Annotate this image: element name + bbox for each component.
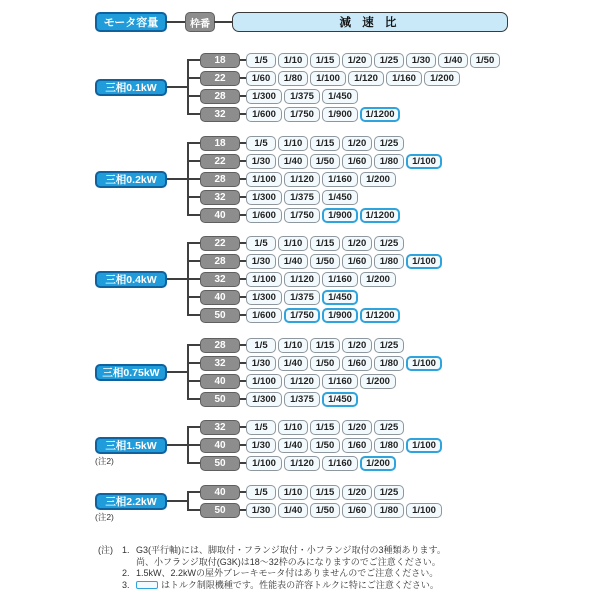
ratio-box: 1/80 <box>374 154 404 169</box>
ratio-box: 1/40 <box>278 503 308 518</box>
frame-box: 50 <box>200 456 240 471</box>
frame-box: 18 <box>200 136 240 151</box>
ratio-box: 1/80 <box>374 356 404 371</box>
frame-box: 40 <box>200 208 240 223</box>
motor-label: 三相0.1kW <box>95 79 167 96</box>
ratio-box: 1/25 <box>374 485 404 500</box>
connector-line <box>187 314 200 316</box>
connector-line <box>187 77 200 79</box>
connector-line <box>167 86 189 88</box>
connector-line <box>187 444 200 446</box>
ratio-box: 1/10 <box>278 136 308 151</box>
ratio-box: 1/10 <box>278 338 308 353</box>
connector-line <box>187 95 200 97</box>
ratio-box: 1/30 <box>246 356 276 371</box>
ratio-box: 1/30 <box>246 438 276 453</box>
motor-label: 三相0.4kW <box>95 271 167 288</box>
ratio-row <box>246 272 396 287</box>
ratio-box: 1/30 <box>246 503 276 518</box>
note-text: 1.5kW、2.2kWの屋外ブレーキモータ付はありませんのでご注意ください。 <box>136 568 439 578</box>
frame-box: 40 <box>200 438 240 453</box>
ratio-box: 1/30 <box>246 254 276 269</box>
ratio-box: 1/160 <box>322 272 358 287</box>
ratio-box: 1/50 <box>310 254 340 269</box>
connector-line <box>187 509 200 511</box>
motor-label: 三相2.2kW <box>95 493 167 510</box>
ratio-box: 1/160 <box>322 172 358 187</box>
motor-group <box>0 418 600 472</box>
ratio-box: 1/40 <box>278 154 308 169</box>
ratio-box: 1/25 <box>374 236 404 251</box>
frame-box: 22 <box>200 236 240 251</box>
ratio-box: 1/80 <box>374 503 404 518</box>
ratio-box: 1/100 <box>406 503 442 518</box>
ratio-box: 1/50 <box>470 53 500 68</box>
ratio-box: 1/750 <box>284 208 320 223</box>
ratio-box: 1/30 <box>246 154 276 169</box>
ratio-box-torque-limited: 1/100 <box>406 254 442 269</box>
ratio-row <box>246 172 396 187</box>
ratio-box: 1/50 <box>310 503 340 518</box>
ratio-box: 1/10 <box>278 420 308 435</box>
ratio-box: 1/200 <box>424 71 460 86</box>
frame-box: 28 <box>200 89 240 104</box>
ratio-box: 1/40 <box>278 254 308 269</box>
connector-line <box>187 160 200 162</box>
motor-capacity-header: モータ容量 <box>95 12 167 32</box>
ratio-box: 1/25 <box>374 420 404 435</box>
connector-line <box>187 491 200 493</box>
connector-line <box>187 242 200 244</box>
ratio-box: 1/60 <box>246 71 276 86</box>
ratio-box: 1/50 <box>310 356 340 371</box>
ratio-row <box>246 420 404 435</box>
ratio-box-torque-limited: 1/900 <box>322 308 358 323</box>
ratio-box: 1/375 <box>284 392 320 407</box>
motor-group <box>0 336 600 408</box>
ratio-box: 1/25 <box>374 136 404 151</box>
frame-box: 32 <box>200 420 240 435</box>
ratio-box: 1/600 <box>246 308 282 323</box>
frame-box: 32 <box>200 356 240 371</box>
frame-number-header: 枠番 <box>185 12 215 32</box>
motor-label: 三相0.75kW <box>95 364 167 381</box>
ratio-box: 1/20 <box>342 420 372 435</box>
ratio-box-torque-limited: 1/1200 <box>360 308 400 323</box>
note-line <box>98 580 558 592</box>
motor-label: 三相0.2kW <box>95 171 167 188</box>
frame-box: 28 <box>200 254 240 269</box>
frame-box: 40 <box>200 485 240 500</box>
ratio-box: 1/15 <box>310 136 340 151</box>
footnotes <box>98 545 558 591</box>
frame-box: 50 <box>200 503 240 518</box>
ratio-box: 1/120 <box>284 272 320 287</box>
motor-label-note: (注2) <box>95 455 114 466</box>
ratio-box: 1/60 <box>342 154 372 169</box>
frame-box: 22 <box>200 154 240 169</box>
ratio-row <box>246 208 400 223</box>
ratio-box: 1/100 <box>246 172 282 187</box>
ratio-box: 1/750 <box>284 107 320 122</box>
ratio-box: 1/10 <box>278 485 308 500</box>
motor-group <box>0 134 600 224</box>
motor-group <box>0 51 600 123</box>
ratio-box: 1/200 <box>360 374 396 389</box>
ratio-box: 1/60 <box>342 438 372 453</box>
connector-line <box>187 178 200 180</box>
frame-box: 40 <box>200 374 240 389</box>
ratio-box-torque-limited: 1/100 <box>406 356 442 371</box>
ratio-box-torque-limited: 1/750 <box>284 308 320 323</box>
ratio-box-torque-limited: 1/100 <box>406 438 442 453</box>
ratio-box: 1/60 <box>342 254 372 269</box>
ratio-box: 1/5 <box>246 338 276 353</box>
connector-line <box>187 344 200 346</box>
connector-line <box>187 113 200 115</box>
ratio-box: 1/450 <box>322 190 358 205</box>
frame-box: 50 <box>200 392 240 407</box>
ratio-box: 1/20 <box>342 485 372 500</box>
ratio-box: 1/20 <box>342 136 372 151</box>
ratio-box: 1/100 <box>246 456 282 471</box>
ratio-box: 1/200 <box>360 272 396 287</box>
ratio-box: 1/50 <box>310 154 340 169</box>
connector-line <box>187 362 200 364</box>
ratio-box: 1/25 <box>374 53 404 68</box>
ratio-row <box>246 71 460 86</box>
ratio-box: 1/375 <box>284 89 320 104</box>
ratio-box: 1/300 <box>246 392 282 407</box>
connector-line <box>167 500 189 502</box>
connector-line <box>187 142 200 144</box>
ratio-box: 1/20 <box>342 338 372 353</box>
ratio-box: 1/100 <box>246 374 282 389</box>
ratio-row <box>246 136 404 151</box>
ratio-box: 1/600 <box>246 208 282 223</box>
ratio-box: 1/60 <box>342 356 372 371</box>
ratio-box: 1/15 <box>310 485 340 500</box>
ratio-row <box>246 290 358 305</box>
ratio-box: 1/200 <box>360 172 396 187</box>
ratio-box: 1/40 <box>278 356 308 371</box>
motor-group <box>0 234 600 324</box>
ratio-box: 1/15 <box>310 236 340 251</box>
note-number: 1. <box>122 545 130 555</box>
frame-box: 32 <box>200 272 240 287</box>
ratio-box-torque-limited: 1/100 <box>406 154 442 169</box>
note-text: G3(平行軸)には、脚取付・フランジ取付・小フランジ取付の3種類あります。 <box>136 545 446 555</box>
frame-box: 40 <box>200 290 240 305</box>
ratio-box: 1/10 <box>278 236 308 251</box>
ratio-row <box>246 236 404 251</box>
note-line <box>98 545 558 557</box>
ratio-box: 1/10 <box>278 53 308 68</box>
ratio-box: 1/120 <box>284 456 320 471</box>
ratio-box: 1/120 <box>284 374 320 389</box>
ratio-row <box>246 154 442 169</box>
ratio-row <box>246 254 442 269</box>
ratio-box: 1/100 <box>246 272 282 287</box>
trunk-line <box>187 491 189 511</box>
ratio-row <box>246 392 358 407</box>
ratio-row <box>246 503 442 518</box>
ratio-box-torque-limited: 1/200 <box>360 456 396 471</box>
ratio-box-torque-limited: 1/1200 <box>360 208 400 223</box>
ratio-box: 1/300 <box>246 290 282 305</box>
ratio-box: 1/450 <box>322 89 358 104</box>
ratio-row <box>246 89 358 104</box>
ratio-box: 1/375 <box>284 290 320 305</box>
motor-label-note: (注2) <box>95 511 114 522</box>
frame-box: 18 <box>200 53 240 68</box>
connector-line <box>187 278 200 280</box>
ratio-row <box>246 107 400 122</box>
connector-line <box>187 462 200 464</box>
ratio-box: 1/5 <box>246 236 276 251</box>
ratio-box: 1/80 <box>374 254 404 269</box>
frame-box: 28 <box>200 338 240 353</box>
note-number: 3. <box>122 579 130 590</box>
ratio-box: 1/80 <box>278 71 308 86</box>
ratio-box: 1/5 <box>246 485 276 500</box>
note-prefix: (注) <box>98 545 113 555</box>
ratio-box: 1/120 <box>348 71 384 86</box>
ratio-box: 1/50 <box>310 438 340 453</box>
connector-line <box>166 21 186 23</box>
ratio-box: 1/20 <box>342 236 372 251</box>
frame-box: 32 <box>200 190 240 205</box>
ratio-box: 1/40 <box>278 438 308 453</box>
ratio-box: 1/5 <box>246 420 276 435</box>
ratio-box: 1/5 <box>246 136 276 151</box>
ratio-box: 1/80 <box>374 438 404 453</box>
connector-line <box>167 278 189 280</box>
ratio-row <box>246 338 404 353</box>
frame-box: 28 <box>200 172 240 187</box>
note-text: はトルク制限機種です。性能表の許容トルクに特にご注意ください。 <box>136 580 558 592</box>
ratio-box: 1/15 <box>310 53 340 68</box>
ratio-row <box>246 438 442 453</box>
ratio-box: 1/25 <box>374 338 404 353</box>
connector-line <box>187 398 200 400</box>
connector-line <box>187 59 200 61</box>
connector-line <box>187 196 200 198</box>
note-line <box>98 568 558 580</box>
connector-line <box>187 260 200 262</box>
connector-line <box>167 178 189 180</box>
ratio-box: 1/20 <box>342 53 372 68</box>
ratio-box: 1/40 <box>438 53 468 68</box>
connector-line <box>167 371 189 373</box>
note-text: 尚、小フランジ取付(G3K)は18～32枠のみになりますのでご注意ください。 <box>136 556 441 567</box>
ratio-box: 1/300 <box>246 89 282 104</box>
frame-box: 50 <box>200 308 240 323</box>
motor-label: 三相1.5kW <box>95 437 167 454</box>
ratio-row <box>246 374 396 389</box>
ratio-box: 1/15 <box>310 420 340 435</box>
ratio-box: 1/5 <box>246 53 276 68</box>
ratio-box: 1/300 <box>246 190 282 205</box>
ratio-box: 1/120 <box>284 172 320 187</box>
ratio-box: 1/900 <box>322 107 358 122</box>
connector-line <box>187 426 200 428</box>
ratio-row <box>246 456 396 471</box>
ratio-box-torque-limited: 1/1200 <box>360 107 400 122</box>
ratio-row <box>246 190 358 205</box>
ratio-row <box>246 485 404 500</box>
torque-limited-sample-box <box>136 581 158 589</box>
connector-line <box>187 380 200 382</box>
trunk-line <box>187 344 189 400</box>
ratio-box: 1/160 <box>322 374 358 389</box>
ratio-box-torque-limited: 1/900 <box>322 208 358 223</box>
connector-line <box>167 444 189 446</box>
ratio-box-torque-limited: 1/450 <box>322 392 358 407</box>
ratio-box: 1/30 <box>406 53 436 68</box>
ratio-box: 1/15 <box>310 338 340 353</box>
ratio-box: 1/160 <box>322 456 358 471</box>
ratio-box: 1/375 <box>284 190 320 205</box>
connector-line <box>214 21 233 23</box>
frame-box: 32 <box>200 107 240 122</box>
motor-group <box>0 483 600 522</box>
ratio-row <box>246 308 400 323</box>
ratio-box: 1/160 <box>386 71 422 86</box>
ratio-row <box>246 53 500 68</box>
note-line <box>98 557 558 569</box>
ratio-box-torque-limited: 1/450 <box>322 290 358 305</box>
note-number: 2. <box>122 568 130 578</box>
reduction-ratio-header: 減 速 比 <box>232 12 508 32</box>
ratio-row <box>246 356 442 371</box>
trunk-line <box>187 59 189 115</box>
ratio-box: 1/600 <box>246 107 282 122</box>
ratio-box: 1/100 <box>310 71 346 86</box>
connector-line <box>187 214 200 216</box>
ratio-box: 1/60 <box>342 503 372 518</box>
frame-box: 22 <box>200 71 240 86</box>
connector-line <box>187 296 200 298</box>
